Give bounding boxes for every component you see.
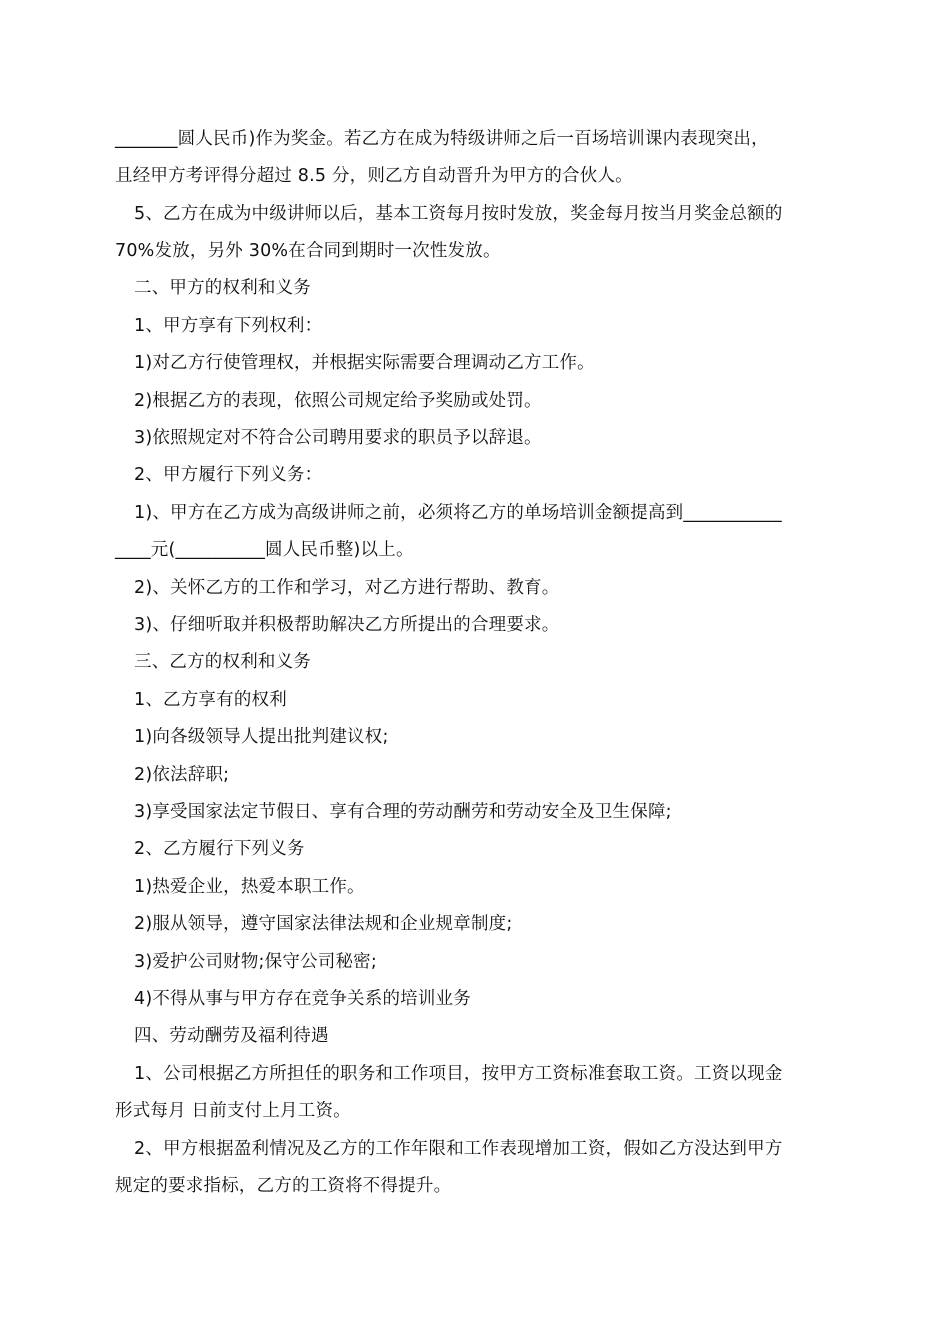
- text-line: 2)服从领导，遵守国家法律法规和企业规章制度;: [134, 914, 513, 934]
- section-heading: 三、乙方的权利和义务: [134, 652, 311, 672]
- section-heading: 四、劳动酬劳及福利待遇: [134, 1026, 329, 1046]
- text-line: 70%发放，另外 30%在合同到期时一次性发放。: [115, 241, 501, 261]
- text-line: 3)依照规定对不符合公司聘用要求的职员予以辞退。: [134, 428, 542, 448]
- text-line: 1)向各级领导人提出批判建议权;: [134, 727, 389, 747]
- text-line: 1)热爱企业，热爱本职工作。: [134, 877, 365, 897]
- subsection-heading: 2、乙方履行下列义务: [134, 839, 305, 859]
- subsection-heading: 2、甲方履行下列义务：: [134, 465, 323, 485]
- text-line: 2、甲方根据盈利情况及乙方的工作年限和工作表现增加工资，假如乙方没达到甲方: [134, 1139, 783, 1159]
- subsection-heading: 1、甲方享有下列权利：: [134, 316, 323, 336]
- text-line: 2)、关怀乙方的工作和学习，对乙方进行帮助、教育。: [134, 578, 560, 598]
- text-line: 4)不得从事与甲方存在竞争关系的培训业务: [134, 989, 471, 1009]
- subsection-heading: 1、乙方享有的权利: [134, 690, 287, 710]
- text-line: 形式每月 日前支付上月工资。: [115, 1101, 351, 1121]
- text-line: 3)享受国家法定节假日、享有合理的劳动酬劳和劳动安全及卫生保障;: [134, 802, 672, 822]
- text-line: _______圆人民币)作为奖金。若乙方在成为特级讲师之后一百场培训课内表现突出，: [115, 129, 769, 149]
- text-line: 且经甲方考评得分超过 8.5 分，则乙方自动晋升为甲方的合伙人。: [115, 166, 633, 186]
- text-line: 5、乙方在成为中级讲师以后，基本工资每月按时发放，奖金每月按当月奖金总额的: [134, 204, 783, 224]
- section-heading: 二、甲方的权利和义务: [134, 278, 311, 298]
- text-line: 3)、仔细听取并积极帮助解决乙方所提出的合理要求。: [134, 615, 560, 635]
- text-line: 规定的要求指标，乙方的工资将不得提升。: [115, 1176, 452, 1196]
- text-line: 1)、甲方在乙方成为高级讲师之前，必须将乙方的单场培训金额提高到___________: [134, 503, 782, 523]
- text-line: ____元(__________圆人民币整)以上。: [115, 540, 414, 560]
- text-line: 2)根据乙方的表现，依照公司规定给予奖励或处罚。: [134, 391, 542, 411]
- text-line: 1)对乙方行使管理权，并根据实际需要合理调动乙方工作。: [134, 353, 595, 373]
- text-line: 2)依法辞职;: [134, 765, 230, 785]
- text-line: 3)爱护公司财物;保守公司秘密;: [134, 952, 377, 972]
- text-line: 1、公司根据乙方所担任的职务和工作项目，按甲方工资标准套取工资。工资以现金: [134, 1064, 783, 1084]
